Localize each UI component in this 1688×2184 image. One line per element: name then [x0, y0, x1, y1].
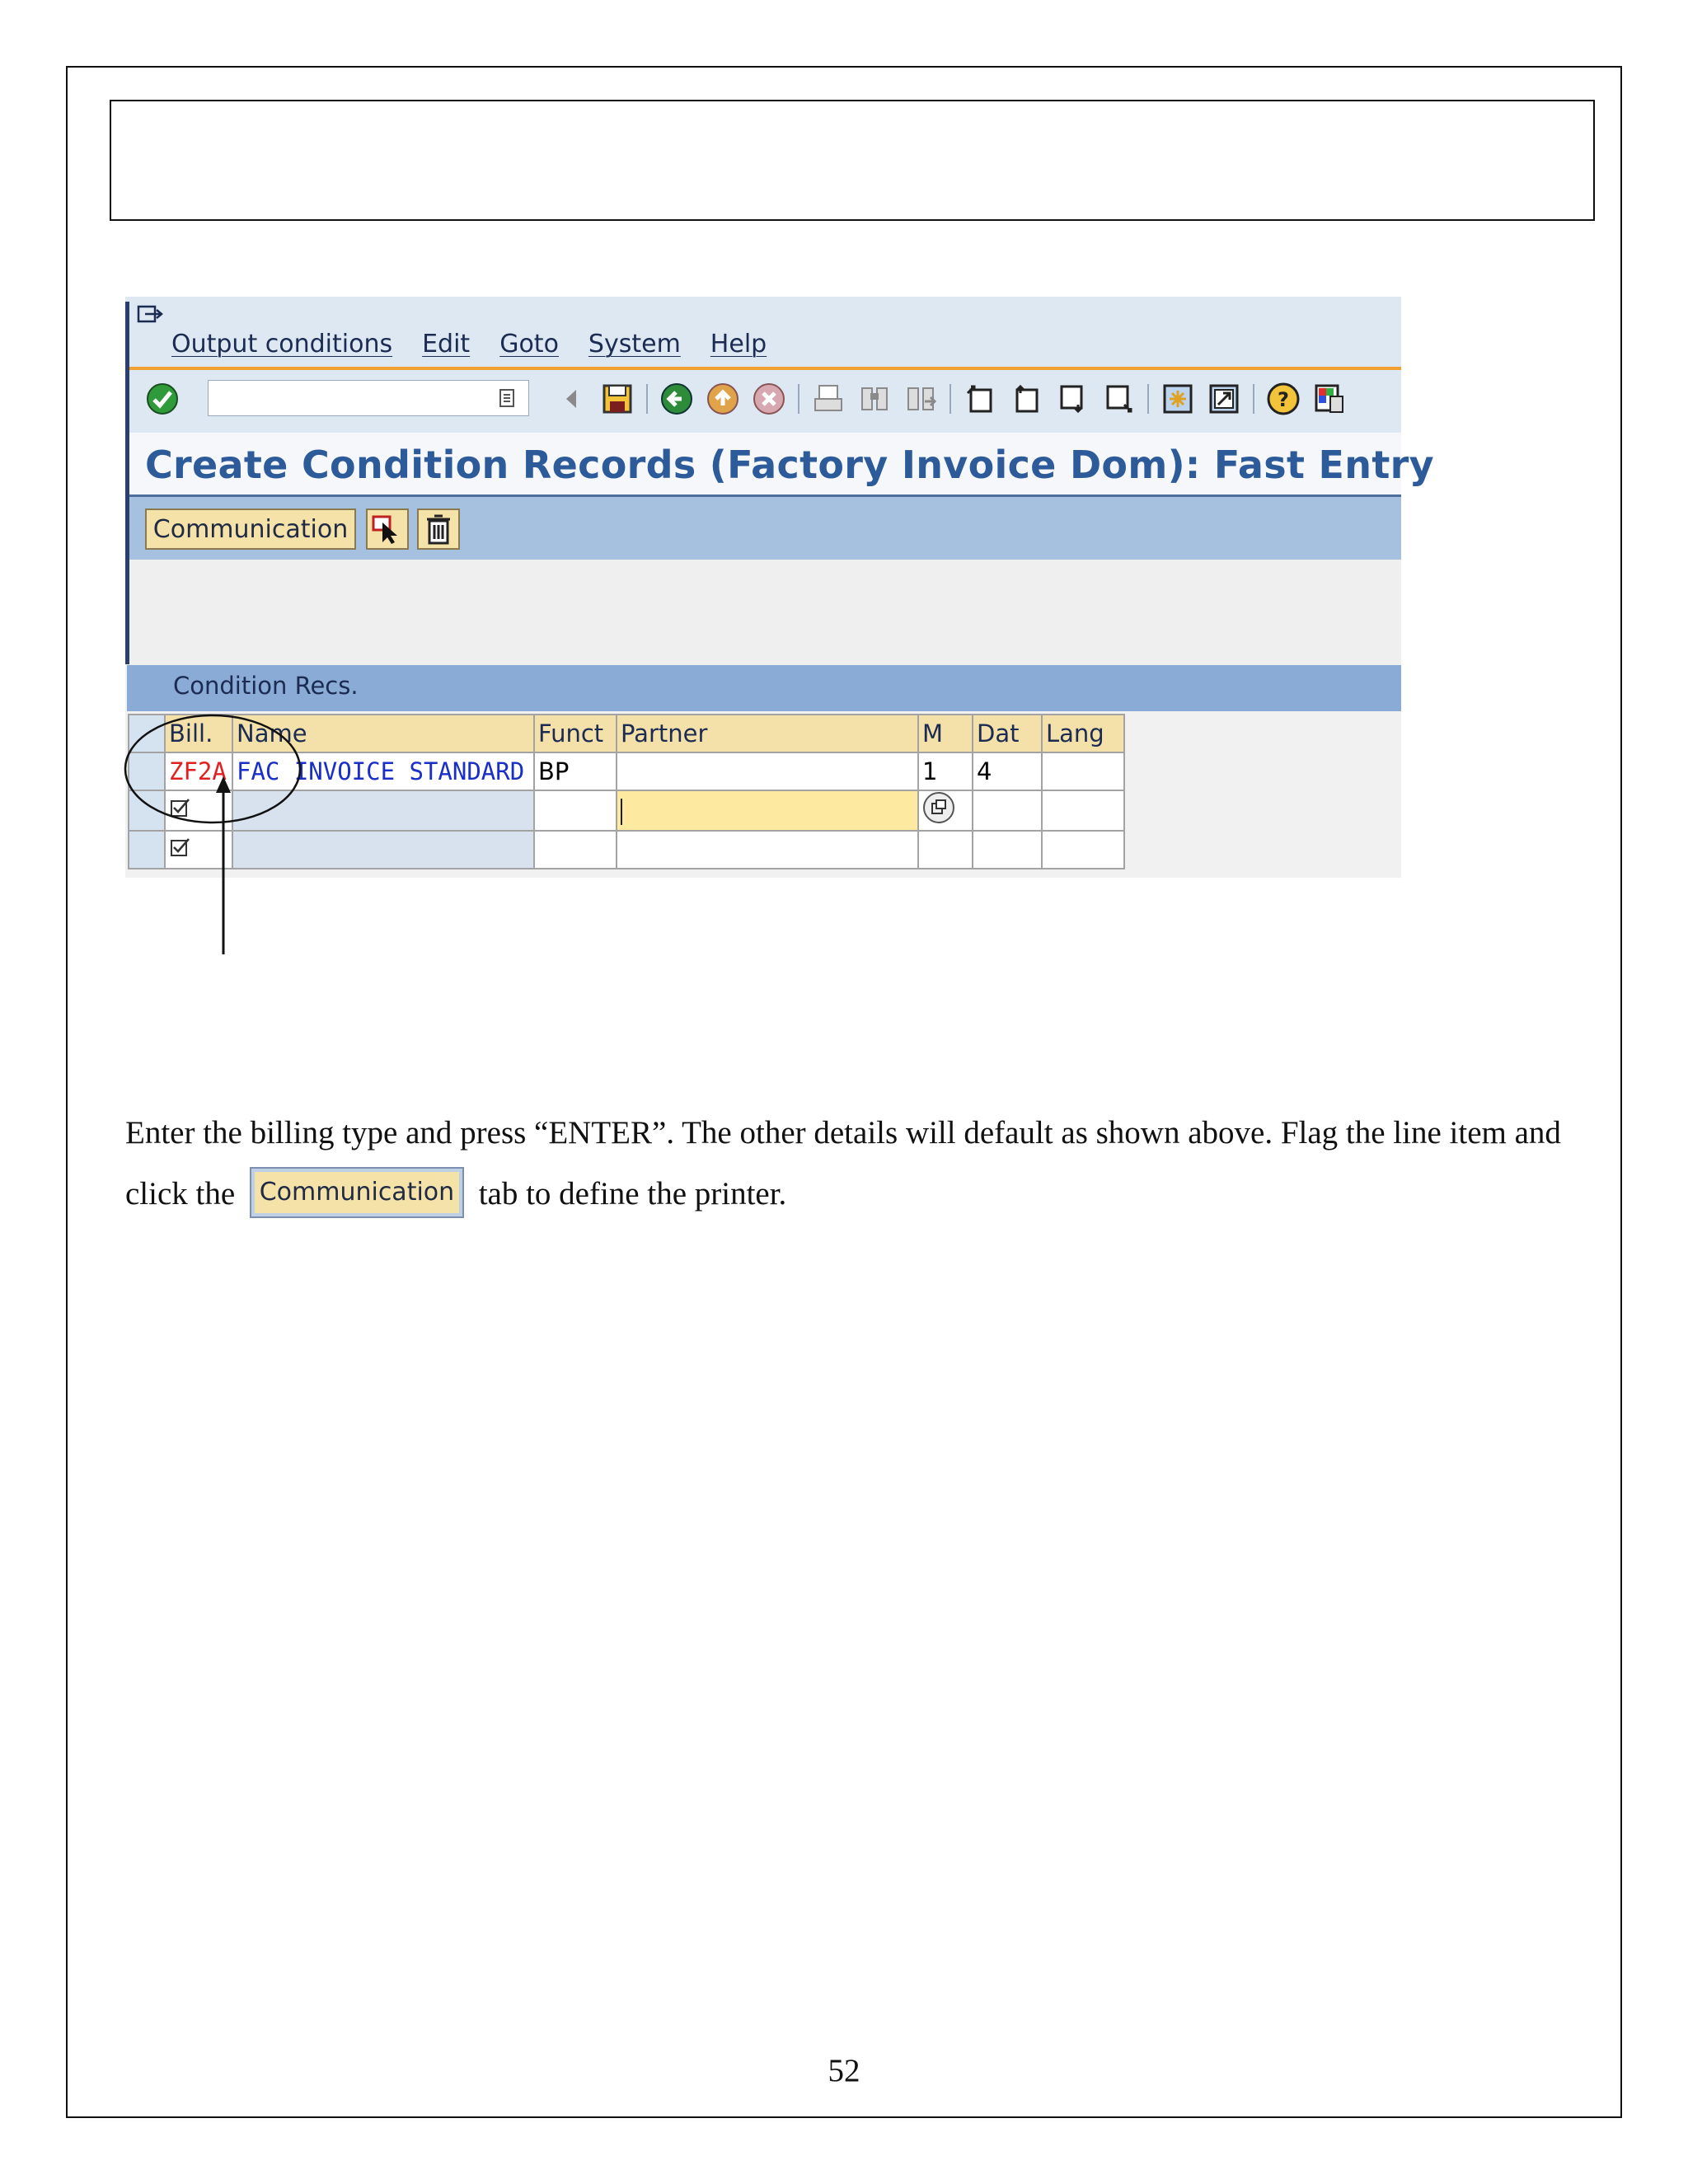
instruction-text-2: tab to define the printer.: [478, 1176, 787, 1212]
col-lang[interactable]: Lang: [1042, 715, 1124, 752]
arrow-head-icon: [216, 776, 231, 793]
communication-button[interactable]: Communication: [145, 509, 356, 550]
menu-goto[interactable]: Goto: [499, 330, 559, 359]
condition-recs-label: Condition Recs.: [173, 672, 359, 700]
dat-cell[interactable]: 4: [973, 752, 1042, 790]
screen-title: Create Condition Records (Factory Invoice Dom): Fast Entry: [145, 443, 1434, 487]
m-cell[interactable]: 1: [918, 752, 973, 790]
menu-help[interactable]: Help: [710, 330, 767, 359]
col-name[interactable]: Name: [232, 715, 534, 752]
bill-cell[interactable]: ZF2A: [165, 752, 232, 790]
menu-output-conditions[interactable]: Output conditions: [171, 330, 393, 359]
col-partner[interactable]: Partner: [617, 715, 918, 752]
name-cell: FAC INVOICE STANDARD: [232, 752, 534, 790]
menu-edit[interactable]: Edit: [422, 330, 471, 359]
col-funct[interactable]: Funct: [534, 715, 617, 752]
highlight-ellipse: [125, 715, 300, 823]
col-dat[interactable]: Dat: [973, 715, 1042, 752]
instruction-text-1: Enter the billing type and press “ENTER”. The other details will default as shown above. Flag the line item and click the: [125, 1115, 1561, 1212]
col-m[interactable]: M: [918, 715, 973, 752]
col-bill[interactable]: Bill.: [165, 715, 232, 752]
inline-communication-button: Communication: [250, 1167, 464, 1218]
instruction-paragraph: [125, 1103, 1576, 1226]
svg-text:?: ?: [1278, 388, 1289, 411]
menu-system[interactable]: System: [588, 330, 681, 359]
funct-cell[interactable]: BP: [534, 752, 617, 790]
page-number: 52: [828, 2053, 860, 2088]
highlight-annotation: [0, 0, 1688, 989]
